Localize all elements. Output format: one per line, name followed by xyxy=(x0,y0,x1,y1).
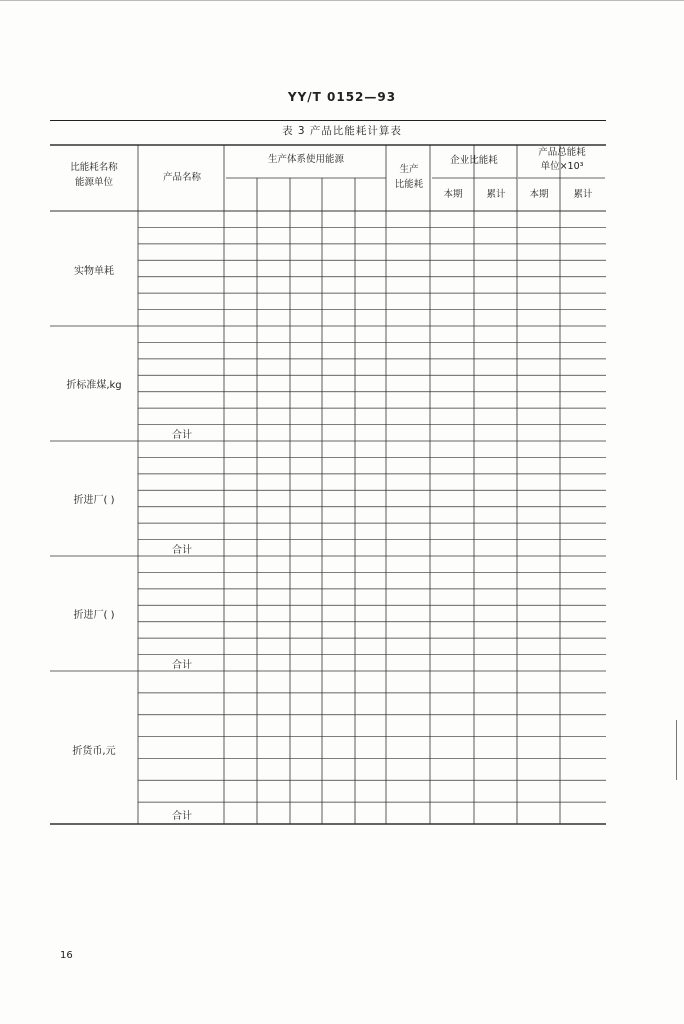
page-number: 16 xyxy=(60,950,73,961)
header-enterprise-cumulative: 累计 xyxy=(486,189,506,200)
table-title: 表 3 产品比能耗计算表 xyxy=(282,125,402,137)
subtotal-label-factory-1: 合计 xyxy=(172,545,192,556)
header-indicator xyxy=(50,160,138,190)
header-indicator-line1: 比能耗名称 xyxy=(70,162,118,173)
header-enterprise-current: 本期 xyxy=(443,189,463,200)
header-total-group xyxy=(518,146,606,174)
group-label-currency: 折货币,元 xyxy=(72,746,116,757)
header-production-ratio-line1: 生产 xyxy=(399,164,419,175)
header-product: 产品名称 xyxy=(162,172,201,183)
group-label-factory-2: 折进厂( ) xyxy=(73,610,115,621)
subtotal-label-currency: 合计 xyxy=(172,811,192,822)
subtotal-label-factory-2: 合计 xyxy=(172,660,192,671)
header-total-current: 本期 xyxy=(529,189,549,200)
header-production-ratio xyxy=(388,162,430,192)
header-production-ratio-line2: 比能耗 xyxy=(394,179,424,190)
group-label-coal: 折标准煤,kg xyxy=(66,380,122,391)
scan-top-edge xyxy=(0,0,684,1)
header-total-line2: 单位×10³ xyxy=(540,161,584,172)
header-indicator-line2: 能源单位 xyxy=(74,177,113,188)
subtotal-label-coal: 合计 xyxy=(172,430,192,441)
header-total-cumulative: 累计 xyxy=(573,189,593,200)
standard-code: YY/T 0152—93 xyxy=(287,90,397,104)
header-total-line1: 产品总能耗 xyxy=(538,147,586,158)
scan-edge-mark xyxy=(676,720,677,780)
header-enterprise-group: 企业比能耗 xyxy=(450,155,498,166)
group-label-physical: 实物单耗 xyxy=(74,266,114,277)
header-energy-group: 生产体系使用能源 xyxy=(267,154,344,165)
group-label-factory-1: 折进厂( ) xyxy=(73,495,115,506)
